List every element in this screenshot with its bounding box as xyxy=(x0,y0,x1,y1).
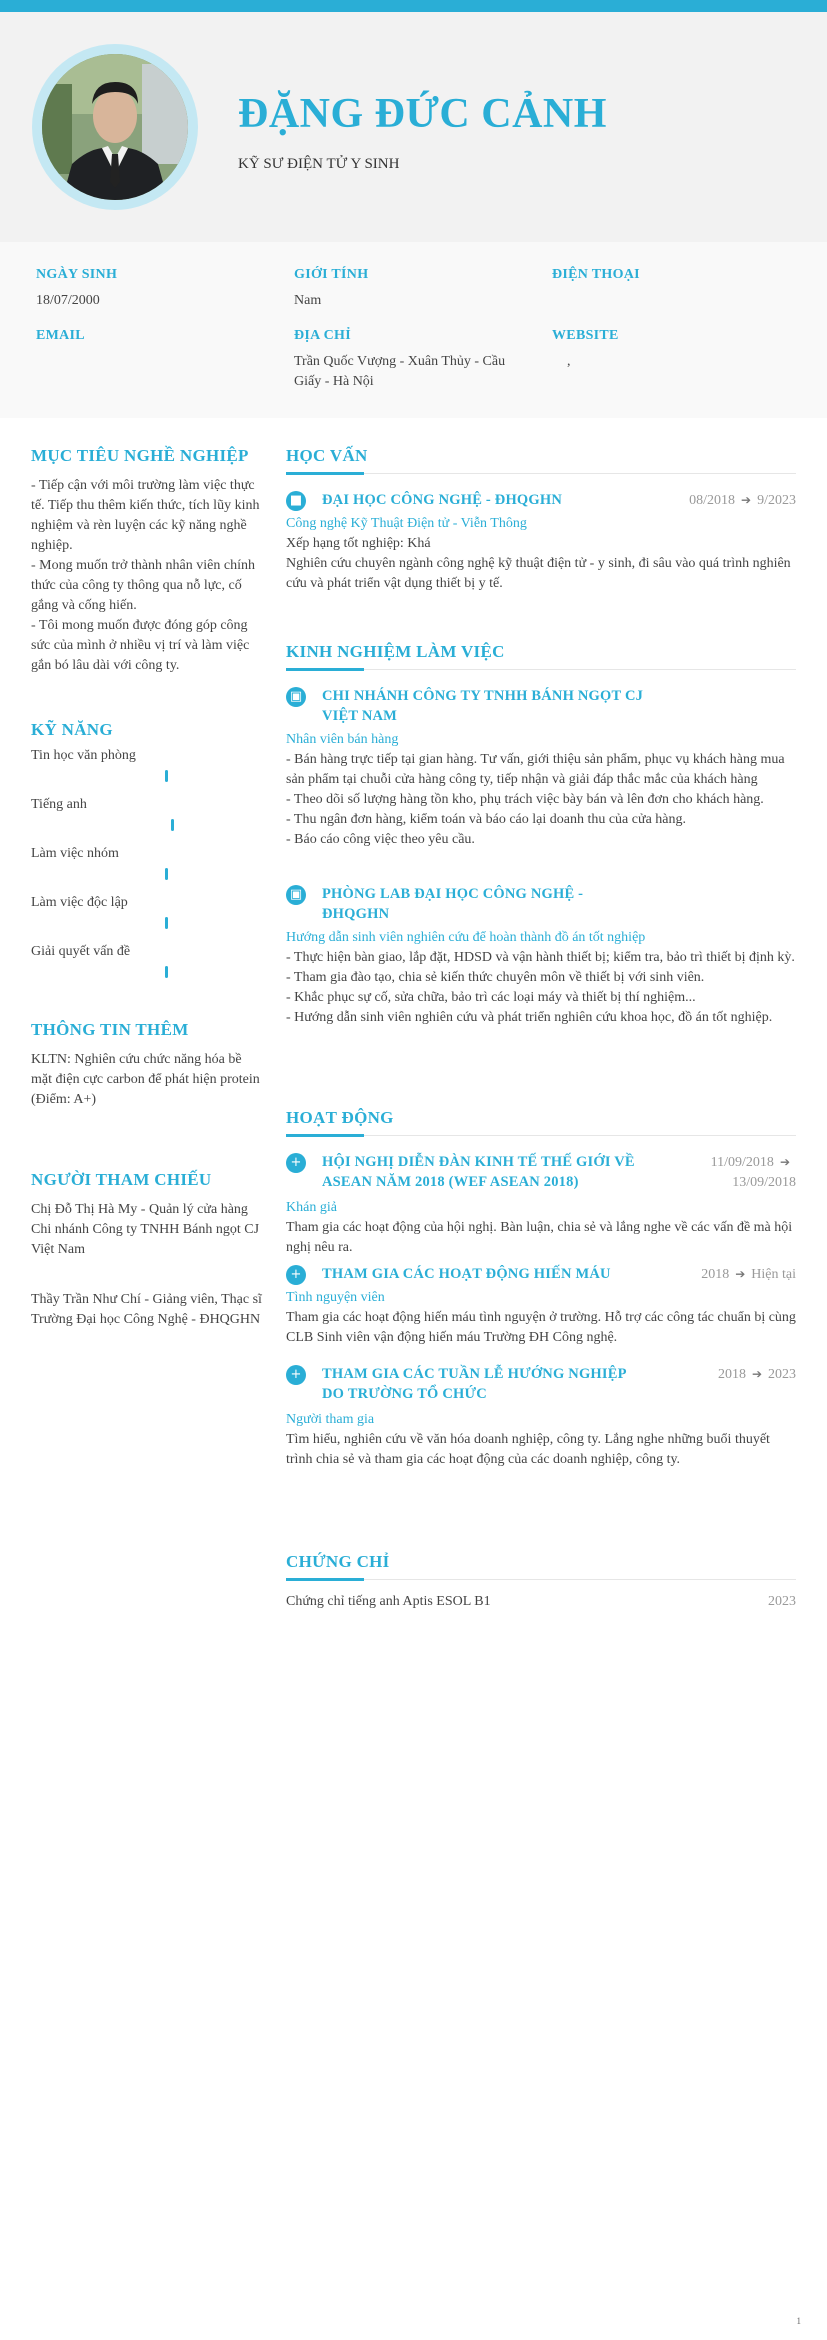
plus-icon: + xyxy=(286,1365,306,1385)
activity-title-line: DO TRƯỜNG TỔ CHỨC xyxy=(322,1386,487,1402)
company-name-line: VIỆT NAM xyxy=(322,708,398,724)
skills-section xyxy=(31,720,263,993)
company-name-line: PHÒNG LAB ĐẠI HỌC CÔNG NGHỆ - xyxy=(322,886,584,902)
activity-dates xyxy=(711,1152,796,1193)
section-title: NGƯỜI THAM CHIẾU xyxy=(31,1170,212,1189)
certificate-year: 2023 xyxy=(768,1594,796,1609)
profile-header xyxy=(0,12,827,242)
experience-line: - Báo cáo công việc theo yêu cầu. xyxy=(286,832,475,847)
avatar-ring xyxy=(32,44,198,210)
personal-info xyxy=(0,242,827,418)
section-rule xyxy=(286,1572,796,1584)
arrow-right-icon: ➔ xyxy=(779,1155,790,1169)
section-title: CHỨNG CHỈ xyxy=(286,1552,390,1571)
date-start: 2018 xyxy=(701,1267,730,1282)
skill-level-marker xyxy=(165,966,168,978)
certificate-item xyxy=(286,1592,796,1614)
objective-section xyxy=(31,446,263,676)
avatar xyxy=(42,54,188,200)
section-title: HOẠT ĐỘNG xyxy=(286,1108,394,1127)
section-title: MỤC TIÊU NGHỀ NGHIỆP xyxy=(31,446,249,465)
education-major: Công nghệ Kỹ Thuật Điện tử - Viễn Thông xyxy=(286,516,527,531)
info-label: WEBSITE xyxy=(552,328,619,343)
certificates-section xyxy=(286,1552,796,1614)
info-label: ĐIỆN THOẠI xyxy=(552,267,640,282)
activity-role: Tình nguyện viên xyxy=(286,1290,385,1305)
date-start: 11/09/2018 xyxy=(710,1155,774,1170)
activity-title xyxy=(322,1364,627,1404)
skill-level-bar xyxy=(31,968,231,976)
briefcase-icon: ▣ xyxy=(286,687,306,707)
skill-name: Làm việc độc lập xyxy=(31,895,128,910)
skill-item xyxy=(31,797,263,846)
activity-desc: Tham gia các hoạt động của hội nghị. Bàn luận, chia sẻ và lắng nghe về các vấn đề mà hội nghị nêu ra. xyxy=(286,1220,793,1255)
company-name xyxy=(322,884,583,924)
company-name xyxy=(322,686,643,726)
activity-title-line: THAM GIA CÁC TUẦN LỄ HƯỚNG NGHIỆP xyxy=(322,1366,627,1382)
reference-item xyxy=(31,1200,263,1260)
activity-dates xyxy=(718,1364,796,1385)
top-accent-bar xyxy=(0,0,827,12)
reference-item xyxy=(31,1290,263,1330)
info-email xyxy=(36,328,266,352)
activity-desc: Tham gia các hoạt động hiến máu tình nguyện ở trường. Hỗ trợ các công tác chuẩn bị cùng CLB Sinh viên vận động hiến máu Trường ĐH Công nghệ. xyxy=(286,1310,796,1345)
date-end: 9/2023 xyxy=(757,493,796,508)
position-title: Hướng dẫn sinh viên nghiên cứu để hoàn thành đồ án tốt nghiệp xyxy=(286,930,646,945)
certificate-name: Chứng chỉ tiếng anh Aptis ESOL B1 xyxy=(286,1594,491,1609)
experience-line: - Hướng dẫn sinh viên nghiên cứu và phát triển nghiên cứu khoa học, đồ án tốt nghiệp. xyxy=(286,1010,773,1025)
arrow-right-icon: ➔ xyxy=(735,1267,746,1281)
position-title: Nhân viên bán hàng xyxy=(286,732,399,747)
plus-icon: + xyxy=(286,1153,306,1173)
skill-name: Làm việc nhóm xyxy=(31,846,119,861)
info-value[interactable]: , xyxy=(567,354,571,369)
page-number: 1 xyxy=(796,2316,801,2326)
objective-line: - Tiếp cận với môi trường làm việc thực tế. Tiếp thu thêm kiến thức, tích lũy kinh nghiệm và rèn luyện các kỹ năng nghề nghiệp. xyxy=(31,478,260,553)
extra-info-section xyxy=(31,1020,263,1110)
education-section xyxy=(286,446,796,591)
activity-desc: Tìm hiểu, nghiên cứu về văn hóa doanh nghiệp, công ty. Lắng nghe những buổi thuyết trình chia sẻ và tham gia các hoạt động của các doanh nghiệp, công ty. xyxy=(286,1432,770,1467)
experience-line: - Tham gia đào tạo, chia sẻ kiến thức chuyên môn về thiết bị với sinh viên. xyxy=(286,970,705,985)
skill-item xyxy=(31,895,263,944)
extra-info-text: KLTN: Nghiên cứu chức năng hóa bề mặt điện cực carbon để phát hiện protein (Điểm: A+) xyxy=(31,1052,260,1107)
skill-name: Giải quyết vấn đề xyxy=(31,944,131,959)
activity-title xyxy=(322,1152,635,1192)
date-start: 08/2018 xyxy=(689,493,736,508)
info-address xyxy=(294,328,524,392)
info-value: Trần Quốc Vượng - Xuân Thủy - Cầu Giấy - Hà Nội xyxy=(294,354,506,389)
skill-level-marker xyxy=(165,770,168,782)
objective-line: - Tôi mong muốn được đóng góp công sức của mình ở nhiều vị trí và làm việc gắn bó lâu dài với công ty. xyxy=(31,618,250,673)
education-dates xyxy=(689,490,796,511)
activity-role: Khán giả xyxy=(286,1200,337,1215)
activity-title-line: THAM GIA CÁC HOẠT ĐỘNG HIẾN MÁU xyxy=(322,1266,611,1282)
skill-name: Tin học văn phòng xyxy=(31,748,136,763)
info-website xyxy=(552,328,782,372)
skill-level-bar xyxy=(31,919,231,927)
objective-text xyxy=(31,476,263,676)
experience-line: - Bán hàng trực tiếp tại gian hàng. Tư vấn, giới thiệu sản phẩm, phục vụ khách hàng mua sản phẩm tại chuỗi cửa hàng công ty, tiếp nhận và giải đáp thắc mắc của khách hàng xyxy=(286,752,785,787)
experience-line: - Khắc phục sự cố, sửa chữa, bảo trì các loại máy và thiết bị thí nghiệm... xyxy=(286,990,696,1005)
skill-name: Tiếng anh xyxy=(31,797,87,812)
skill-item xyxy=(31,748,263,797)
skill-level-marker xyxy=(171,819,174,831)
arrow-right-icon: ➔ xyxy=(741,493,752,507)
date-end: 13/09/2018 xyxy=(732,1175,796,1190)
plus-icon: + xyxy=(286,1265,306,1285)
section-rule xyxy=(286,662,796,674)
company-name-line: ĐHQGHN xyxy=(322,906,390,922)
info-label: ĐỊA CHỈ xyxy=(294,328,351,343)
section-title: HỌC VẤN xyxy=(286,446,368,465)
experience-line: - Theo dõi số lượng hàng tồn kho, phụ trách việc bày bán và lên đơn cho khách hàng. xyxy=(286,792,764,807)
activity-title-line: ASEAN NĂM 2018 (WEF ASEAN 2018) xyxy=(322,1174,579,1190)
briefcase-icon: ▣ xyxy=(286,885,306,905)
section-rule xyxy=(286,1128,796,1140)
section-title: KỸ NĂNG xyxy=(31,720,113,739)
skill-item xyxy=(31,846,263,895)
skill-level-bar xyxy=(31,821,231,829)
info-value: Nam xyxy=(294,293,322,308)
date-end: Hiện tại xyxy=(751,1267,796,1282)
avatar-photo xyxy=(42,54,188,200)
experience-line: - Thu ngân đơn hàng, kiểm toán và báo cáo lại doanh thu của cửa hàng. xyxy=(286,812,686,827)
date-end: 2023 xyxy=(768,1367,796,1382)
section-title: THÔNG TIN THÊM xyxy=(31,1020,189,1039)
skill-level-bar xyxy=(31,772,231,780)
skill-level-marker xyxy=(165,917,168,929)
education-rank: Xếp hạng tốt nghiệp: Khá xyxy=(286,536,431,551)
info-gender xyxy=(294,267,524,311)
candidate-name: ĐẶNG ĐỨC CẢNH xyxy=(238,91,607,137)
info-value: 18/07/2000 xyxy=(36,293,100,308)
experience-entry xyxy=(286,686,796,850)
info-label: GIỚI TÍNH xyxy=(294,267,369,282)
activity-entry xyxy=(286,1264,796,1348)
activity-entry xyxy=(286,1364,796,1470)
references-section xyxy=(31,1170,263,1330)
activities-section xyxy=(286,1108,796,1467)
section-rule xyxy=(286,466,796,478)
section-title: KINH NGHIỆM LÀM VIỆC xyxy=(286,642,505,661)
reference-name: Chị Đỗ Thị Hà My - Quản lý cửa hàng xyxy=(31,1202,248,1217)
company-name-line: CHI NHÁNH CÔNG TY TNHH BÁNH NGỌT CJ xyxy=(322,688,644,704)
reference-name: Thầy Trần Như Chí - Giảng viên, Thạc sĩ xyxy=(31,1292,262,1307)
experience-section xyxy=(286,642,796,1025)
skill-level-bar xyxy=(31,870,231,878)
date-start: 2018 xyxy=(717,1367,746,1382)
info-label: NGÀY SINH xyxy=(36,267,118,282)
skills-list xyxy=(31,748,263,993)
school-name: ĐẠI HỌC CÔNG NGHỆ - ĐHQGHN xyxy=(322,492,563,508)
reference-org: Chi nhánh Công ty TNHH Bánh ngọt CJ Việt Nam xyxy=(31,1222,260,1257)
education-entry xyxy=(286,490,796,594)
info-label: EMAIL xyxy=(36,328,85,343)
activity-role: Người tham gia xyxy=(286,1412,375,1427)
skill-level-marker xyxy=(165,868,168,880)
graduation-cap-icon: ■ xyxy=(286,491,306,511)
candidate-title: KỸ SƯ ĐIỆN TỬ Y SINH xyxy=(238,156,400,172)
arrow-right-icon: ➔ xyxy=(751,1367,762,1381)
info-birth xyxy=(36,267,266,311)
info-phone xyxy=(552,267,782,291)
skill-item xyxy=(31,944,263,993)
objective-line: - Mong muốn trở thành nhân viên chính thức của công ty thông qua nỗ lực, cố gắng và cống hiến. xyxy=(31,558,255,613)
activity-title-line: HỘI NGHỊ DIỄN ĐÀN KINH TẾ THẾ GIỚI VỀ xyxy=(322,1154,635,1170)
education-desc: Nghiên cứu chuyên ngành công nghệ kỹ thuật điện tử - y sinh, đi sâu vào quá trình nghiên cứu và phát triển vật dụng thiết bị y tế. xyxy=(286,556,791,591)
activity-title xyxy=(322,1264,611,1284)
activity-dates xyxy=(701,1264,796,1285)
experience-line: - Thực hiện bàn giao, lắp đặt, HDSD và vận hành thiết bị; kiểm tra, bảo trì thiết bị định kỳ. xyxy=(286,950,795,965)
activity-entry xyxy=(286,1152,796,1258)
reference-org: Trường Đại học Công Nghệ - ĐHQGHN xyxy=(31,1312,261,1327)
experience-entry xyxy=(286,884,796,1028)
